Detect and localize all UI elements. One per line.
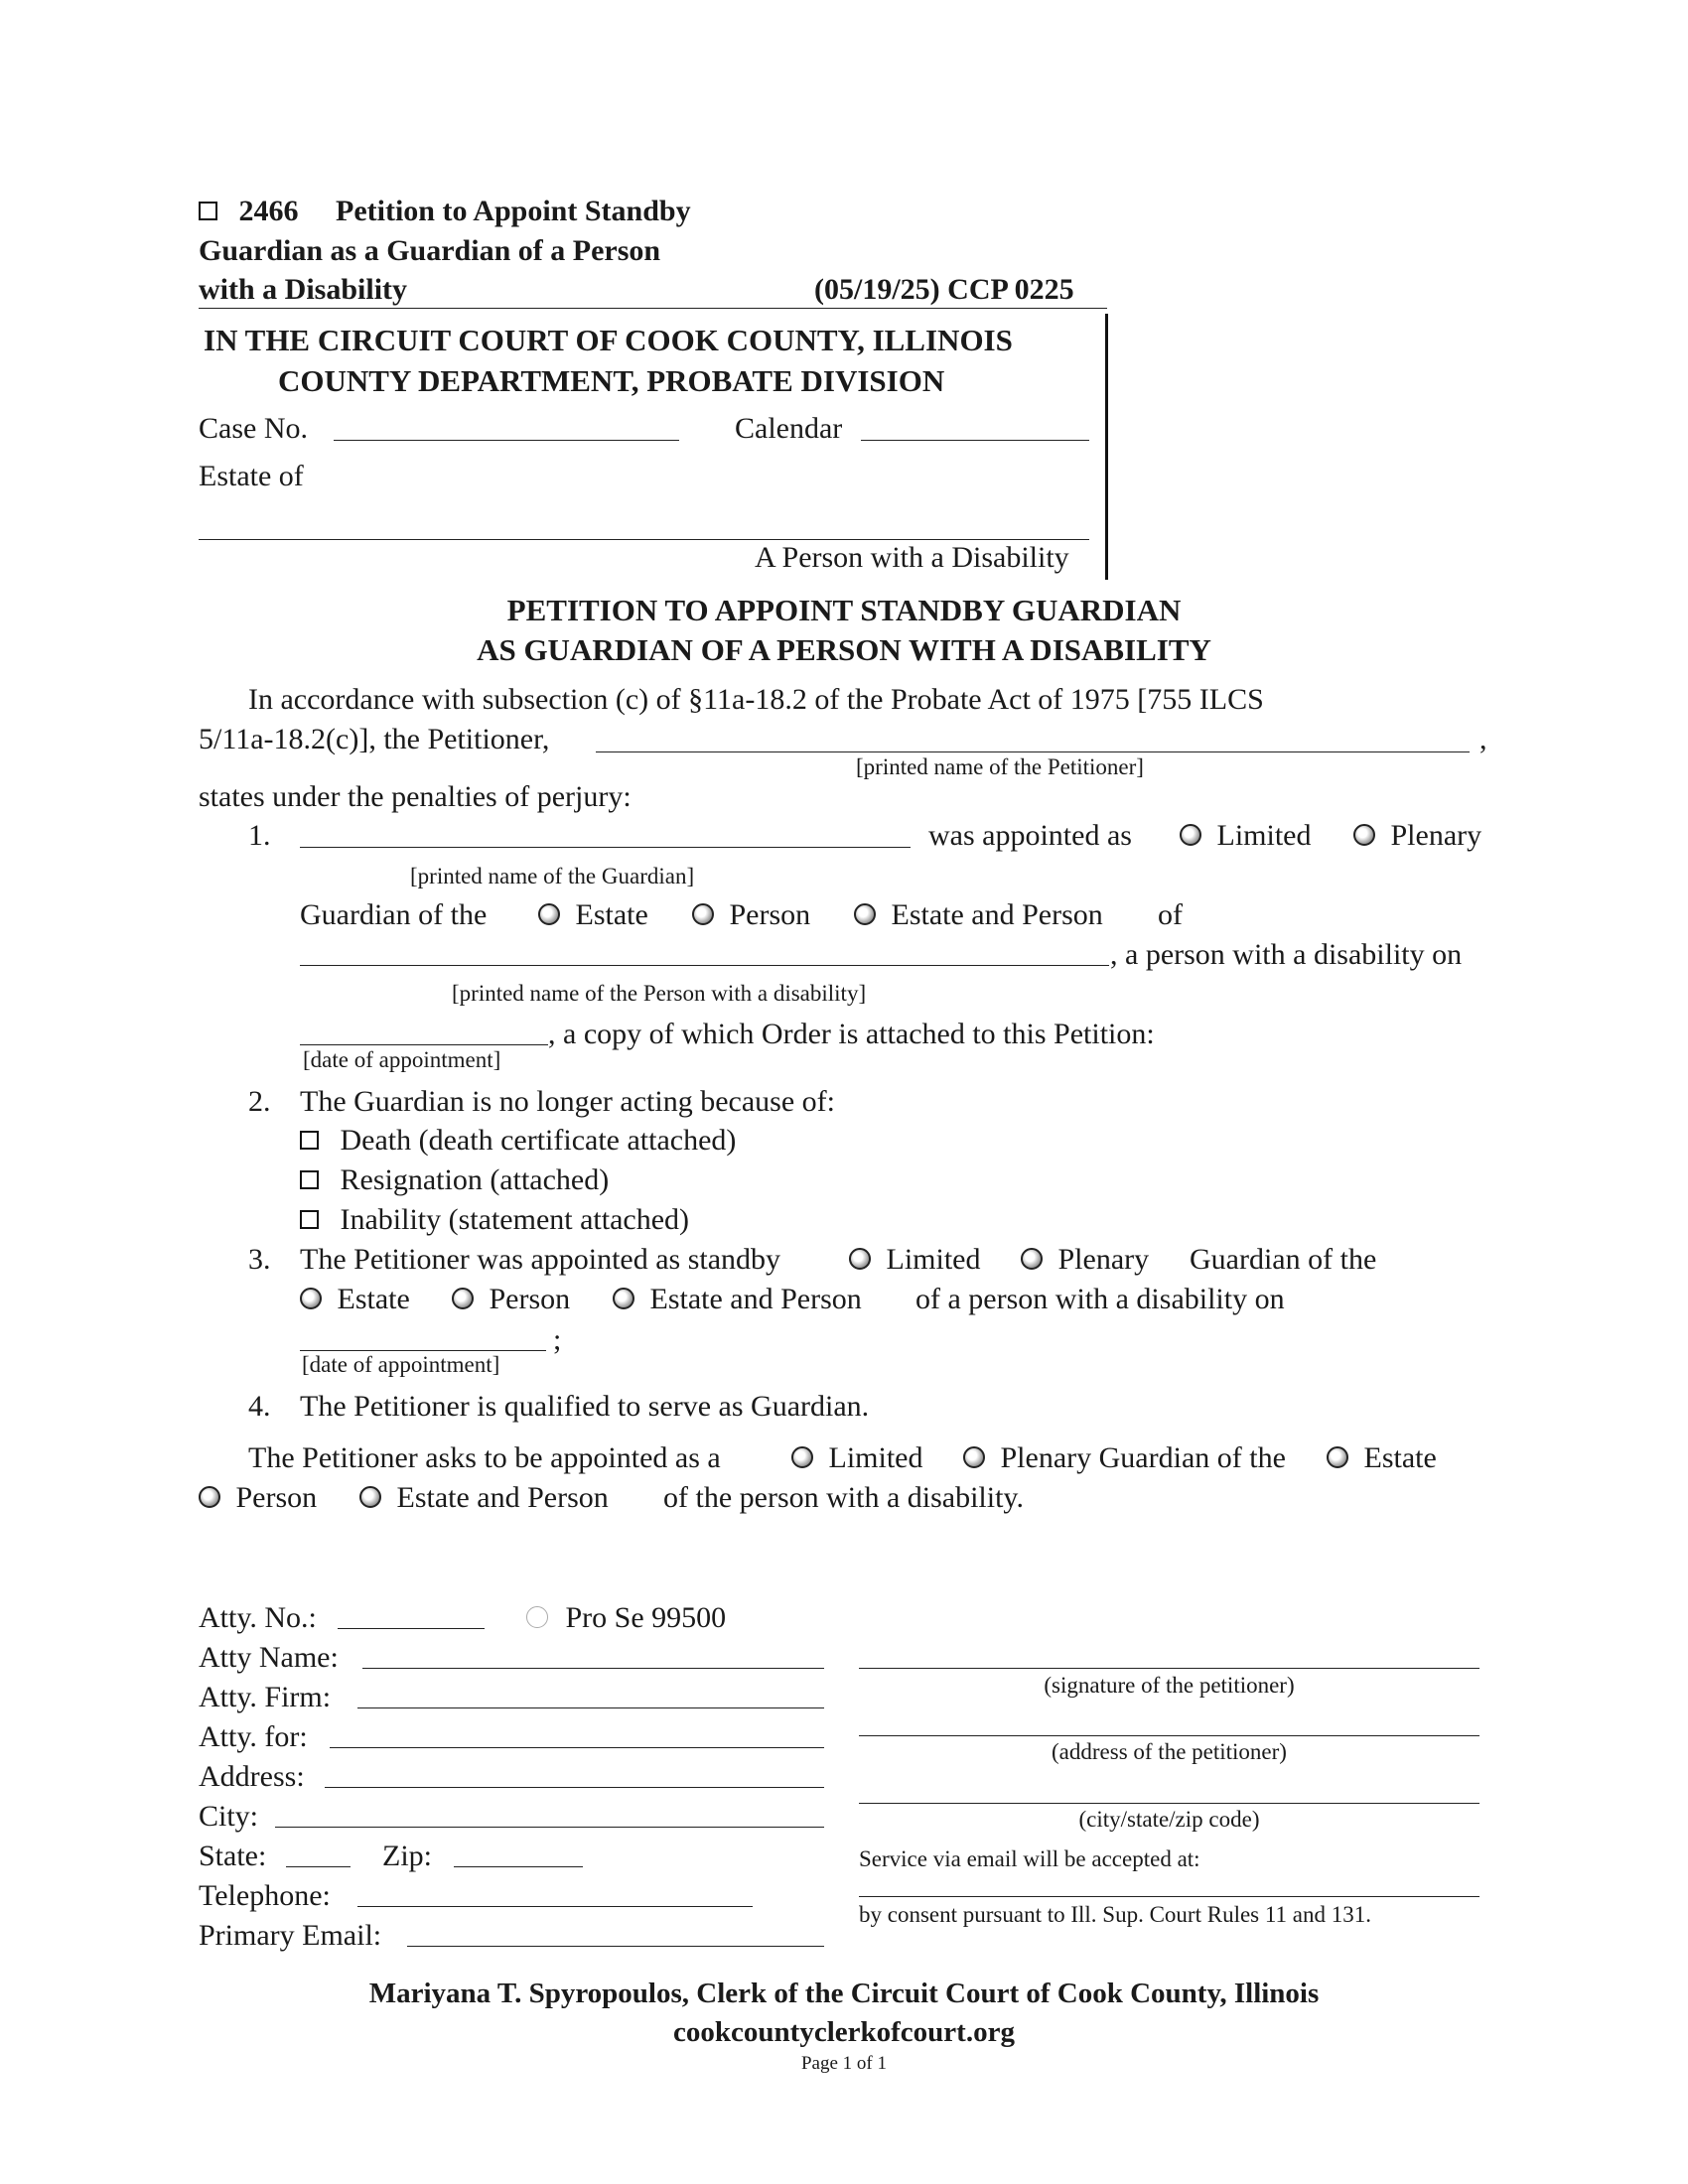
item3-person-option[interactable]: Person bbox=[452, 1283, 570, 1316]
calendar-label: Calendar bbox=[735, 412, 843, 445]
person-name-field[interactable] bbox=[300, 965, 1109, 966]
pro-se-radio[interactable] bbox=[526, 1606, 548, 1628]
item3-date-caption: [date of appointment] bbox=[302, 1352, 500, 1377]
court-box-border bbox=[1105, 314, 1108, 580]
item1-of: of bbox=[1158, 898, 1183, 931]
request-estate-and-person-radio[interactable] bbox=[359, 1486, 381, 1508]
service-email-field[interactable] bbox=[859, 1896, 1479, 1897]
pro-se-option[interactable]: Pro Se 99500 bbox=[526, 1601, 726, 1635]
form-checkbox[interactable] bbox=[199, 202, 217, 220]
service-email-text: Service via email will be accepted at: bbox=[859, 1846, 1200, 1871]
item1-number: 1. bbox=[248, 819, 271, 852]
item1-date-caption: [date of appointment] bbox=[303, 1047, 501, 1072]
petition-title-line1: PETITION TO APPOINT STANDBY GUARDIAN bbox=[506, 593, 1182, 627]
clerk-website[interactable]: cookcountyclerkofcourt.org bbox=[673, 2016, 1015, 2048]
petitioner-address-field[interactable] bbox=[859, 1735, 1479, 1736]
item1-plenary-radio[interactable] bbox=[1353, 824, 1375, 846]
item1-appointed-as: was appointed as bbox=[928, 819, 1132, 852]
item3-estate-radio[interactable] bbox=[300, 1288, 322, 1309]
item1-estate-and-person-option[interactable]: Estate and Person bbox=[854, 898, 1103, 932]
zip-field[interactable] bbox=[454, 1866, 583, 1867]
estate-of-label: Estate of bbox=[199, 460, 304, 492]
item3-limited-option[interactable]: Limited bbox=[849, 1243, 980, 1277]
request-plenary-option[interactable]: Plenary Guardian of the bbox=[963, 1441, 1286, 1475]
city-label: City: bbox=[199, 1800, 259, 1833]
item1-estate-option[interactable]: Estate bbox=[538, 898, 648, 932]
item2-text: The Guardian is no longer acting because of: bbox=[300, 1085, 835, 1118]
item4-text: The Petitioner is qualified to serve as Guardian. bbox=[300, 1390, 870, 1423]
item1-limited-option[interactable]: Limited bbox=[1180, 819, 1311, 853]
item1-guardian-of-the: Guardian of the bbox=[300, 898, 488, 931]
petitioner-city-field[interactable] bbox=[859, 1803, 1479, 1804]
form-title-line3: with a Disability bbox=[199, 273, 408, 306]
atty-name-field[interactable] bbox=[362, 1668, 824, 1669]
state-field[interactable] bbox=[286, 1866, 351, 1867]
resignation-checkbox[interactable] bbox=[300, 1170, 319, 1189]
item3-semicolon: ; bbox=[553, 1323, 562, 1356]
request-person-radio[interactable] bbox=[199, 1486, 220, 1508]
item1-disability-on: , a person with a disability on bbox=[1110, 938, 1463, 971]
telephone-field[interactable] bbox=[357, 1906, 753, 1907]
item3-estate-option[interactable]: Estate bbox=[300, 1283, 410, 1316]
item3-number: 3. bbox=[248, 1243, 271, 1276]
death-checkbox[interactable] bbox=[300, 1131, 319, 1150]
petition-title-line2: AS GUARDIAN OF A PERSON WITH A DISABILITY bbox=[477, 632, 1211, 667]
request-person-option[interactable]: Person bbox=[199, 1481, 317, 1515]
item4-number: 4. bbox=[248, 1390, 271, 1423]
form-title-line1: Petition to Appoint Standby bbox=[336, 195, 691, 227]
person-name-caption: [printed name of the Person with a disability] bbox=[452, 981, 867, 1006]
court-line1: IN THE CIRCUIT COURT OF COOK COUNTY, ILLINOIS bbox=[204, 323, 1013, 357]
address-field[interactable] bbox=[325, 1787, 824, 1788]
atty-for-field[interactable] bbox=[330, 1747, 824, 1748]
zip-label: Zip: bbox=[382, 1840, 432, 1872]
atty-name-label: Atty Name: bbox=[199, 1641, 339, 1674]
estate-of-field[interactable] bbox=[199, 539, 1089, 540]
primary-email-field[interactable] bbox=[407, 1946, 824, 1947]
telephone-label: Telephone: bbox=[199, 1879, 331, 1912]
atty-firm-field[interactable] bbox=[357, 1707, 824, 1708]
item3-text: The Petitioner was appointed as standby bbox=[300, 1243, 781, 1276]
guardian-name-field[interactable] bbox=[300, 847, 911, 848]
form-code: (05/19/25) CCP 0225 bbox=[814, 273, 1074, 306]
form-header bbox=[199, 195, 691, 228]
item2-death-option[interactable]: Death (death certificate attached) bbox=[300, 1124, 736, 1158]
request-of-person: of the person with a disability. bbox=[663, 1481, 1024, 1514]
city-field[interactable] bbox=[275, 1827, 824, 1828]
case-no-field[interactable] bbox=[334, 440, 679, 441]
request-plenary-radio[interactable] bbox=[963, 1446, 985, 1468]
clerk-name: Mariyana T. Spyropoulos, Clerk of the Circuit Court of Cook County, Illinois bbox=[368, 1978, 1320, 2009]
item1-person-option[interactable]: Person bbox=[692, 898, 810, 932]
item2-inability-option[interactable]: Inability (statement attached) bbox=[300, 1203, 689, 1237]
item3-of-person: of a person with a disability on bbox=[915, 1283, 1285, 1315]
primary-email-label: Primary Email: bbox=[199, 1919, 382, 1952]
consent-text: by consent pursuant to Ill. Sup. Court Rules 11 and 131. bbox=[859, 1902, 1371, 1927]
intro-line1: In accordance with subsection (c) of §11a-18.2 of the Probate Act of 1975 [755 ILCS bbox=[248, 683, 1264, 716]
form-title-line2: Guardian as a Guardian of a Person bbox=[199, 234, 661, 267]
item1-limited-radio[interactable] bbox=[1180, 824, 1201, 846]
intro-line2: 5/11a-18.2(c)], the Petitioner, bbox=[199, 723, 550, 755]
item1-copy-order: , a copy of which Order is attached to this Petition: bbox=[548, 1018, 1155, 1050]
item1-plenary-option[interactable]: Plenary bbox=[1353, 819, 1481, 853]
court-line2: COUNTY DEPARTMENT, PROBATE DIVISION bbox=[278, 363, 945, 398]
item1-person-radio[interactable] bbox=[692, 903, 714, 925]
item3-guardian-of-the: Guardian of the bbox=[1190, 1243, 1377, 1276]
item3-estate-and-person-radio[interactable] bbox=[613, 1288, 634, 1309]
signature-field[interactable] bbox=[859, 1668, 1479, 1669]
signature-caption: (signature of the petitioner) bbox=[1044, 1673, 1295, 1698]
intro-comma: , bbox=[1479, 723, 1487, 755]
item3-person-radio[interactable] bbox=[452, 1288, 474, 1309]
city-caption: (city/state/zip code) bbox=[1078, 1807, 1260, 1832]
item2-number: 2. bbox=[248, 1085, 271, 1118]
item3-date-field[interactable] bbox=[300, 1350, 546, 1351]
petitioner-name-caption: [printed name of the Petitioner] bbox=[856, 754, 1144, 779]
case-no-label: Case No. bbox=[199, 412, 308, 445]
item3-limited-radio[interactable] bbox=[849, 1248, 871, 1270]
item1-date-field[interactable] bbox=[300, 1044, 548, 1045]
calendar-field[interactable] bbox=[861, 440, 1089, 441]
header-rule bbox=[199, 308, 1107, 309]
guardian-name-caption: [printed name of the Guardian] bbox=[410, 864, 695, 888]
atty-firm-label: Atty. Firm: bbox=[199, 1681, 332, 1713]
state-label: State: bbox=[199, 1840, 267, 1872]
request-estate-radio[interactable] bbox=[1327, 1446, 1348, 1468]
request-limited-option[interactable]: Limited bbox=[791, 1441, 922, 1475]
address-caption: (address of the petitioner) bbox=[1052, 1739, 1287, 1764]
item3-plenary-option[interactable]: Plenary bbox=[1021, 1243, 1149, 1277]
atty-no-label: Atty. No.: bbox=[199, 1601, 317, 1634]
page-number: Page 1 of 1 bbox=[800, 2053, 887, 2074]
item2-resignation-option[interactable]: Resignation (attached) bbox=[300, 1163, 609, 1197]
person-with-disability-label: A Person with a Disability bbox=[755, 541, 1069, 574]
form-number: 2466 bbox=[238, 195, 299, 227]
item1-estate-radio[interactable] bbox=[538, 903, 560, 925]
request-estate-and-person-option[interactable]: Estate and Person bbox=[359, 1481, 609, 1515]
item3-estate-and-person-option[interactable]: Estate and Person bbox=[613, 1283, 862, 1316]
atty-no-field[interactable] bbox=[338, 1628, 485, 1629]
item3-plenary-radio[interactable] bbox=[1021, 1248, 1043, 1270]
intro-line3: states under the penalties of perjury: bbox=[199, 780, 632, 813]
request-text: The Petitioner asks to be appointed as a bbox=[248, 1441, 721, 1474]
address-label: Address: bbox=[199, 1760, 305, 1793]
petitioner-name-field[interactable] bbox=[596, 751, 1470, 752]
atty-for-label: Atty. for: bbox=[199, 1720, 308, 1753]
request-limited-radio[interactable] bbox=[791, 1446, 813, 1468]
inability-checkbox[interactable] bbox=[300, 1210, 319, 1229]
item1-estate-and-person-radio[interactable] bbox=[854, 903, 876, 925]
request-estate-option[interactable]: Estate bbox=[1327, 1441, 1437, 1475]
